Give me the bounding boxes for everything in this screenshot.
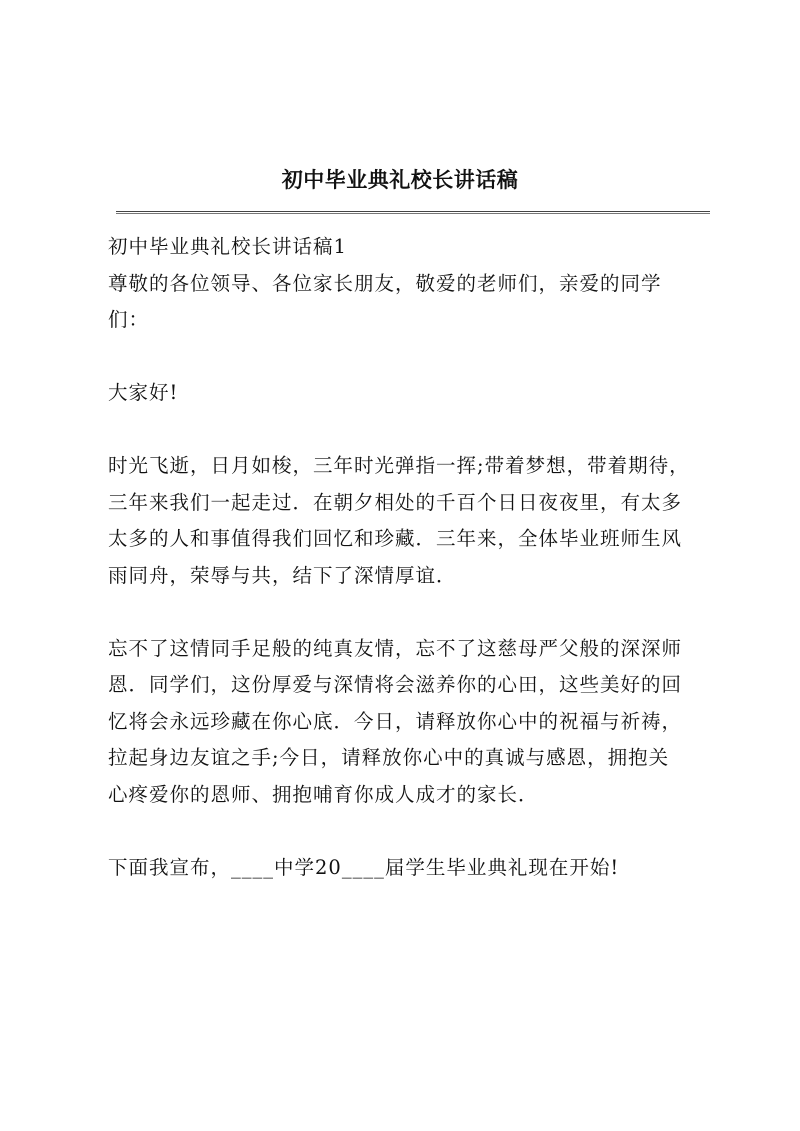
- paragraph1-line-3: 太多的人和事值得我们回忆和珍藏．三年来，全体毕业班师生风: [108, 527, 683, 550]
- greeting: 大家好!: [108, 381, 179, 404]
- paragraph-gap: [108, 813, 712, 850]
- document-body: [108, 229, 712, 886]
- paragraph2-line-1: 忘不了这情同手足般的纯真友情，忘不了这慈母严父般的深深师: [108, 636, 683, 660]
- salutation-line-1: 尊敬的各位领导、各位家长朋友，敬爱的老师们，亲爱的同学: [108, 271, 662, 295]
- paragraph2-line-4: 拉起身边友谊之手;今日，请释放你心中的真诚与感恩，拥抱关: [108, 746, 670, 769]
- paragraph-gap: [108, 339, 712, 376]
- closing-announcement: 下面我宣布，____中学20____届学生毕业典礼现在开始!: [108, 855, 620, 879]
- paragraph2-line-5: 心疼爱你的恩师、拥抱哺育你成人成才的家长．: [108, 782, 539, 806]
- document-title: 初中毕业典礼校长讲话稿: [281, 167, 519, 192]
- paragraph-gap: [108, 594, 712, 631]
- salutation-line-2: 们：: [108, 308, 150, 331]
- paragraph1-line-1: 时光飞逝，日月如梭，三年时光弹指一挥;带着梦想，带着期待，: [108, 454, 690, 477]
- section-heading: 初中毕业典礼校长讲话稿1: [108, 235, 347, 258]
- paragraph2-line-2: 恩．同学们，这份厚爱与深情将会滋养你的心田，这些美好的回: [108, 673, 683, 696]
- paragraph-gap: [108, 412, 712, 449]
- paragraph2-line-3: 忆将会永远珍藏在你心底．今日，请释放你心中的祝福与祈祷，: [108, 709, 683, 733]
- title-divider: [116, 211, 710, 214]
- paragraph1-line-2: 三年来我们一起走过．在朝夕相处的千百个日日夜夜里，有太多: [108, 490, 683, 514]
- paragraph1-line-4: 雨同舟，荣辱与共，结下了深情厚谊．: [108, 563, 457, 587]
